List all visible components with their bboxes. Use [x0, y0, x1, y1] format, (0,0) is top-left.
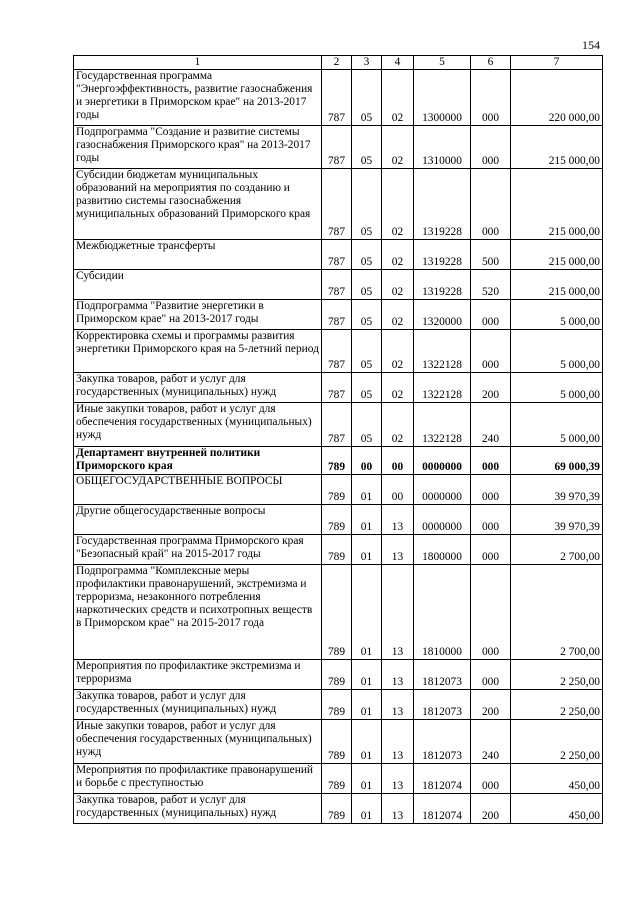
row-subsection-cell: 02 [382, 330, 414, 373]
row-admin-code-cell: 789 [322, 764, 352, 794]
row-amount-cell: 5 000,00 [511, 373, 603, 403]
row-subsection-cell: 02 [382, 270, 414, 300]
row-subsection-cell: 13 [382, 565, 414, 660]
row-section-cell: 05 [352, 70, 382, 126]
row-section-cell: 05 [352, 169, 382, 240]
row-amount-cell: 215 000,00 [511, 169, 603, 240]
row-subsection-cell: 02 [382, 373, 414, 403]
row-target-article-cell: 1810000 [414, 565, 471, 660]
row-section-cell: 01 [352, 475, 382, 505]
table-row [74, 794, 603, 824]
row-target-article-cell: 0000000 [414, 505, 471, 535]
row-subsection-cell: 00 [382, 447, 414, 475]
row-name-cell: Подпрограмма "Комплексные меры профилактики правонарушений, экстремизма и терроризма, незаконного потребления наркотических средств и психотропных веществ в Приморском крае" на 2015-2017 года [74, 565, 322, 660]
row-amount-cell: 39 970,39 [511, 475, 603, 505]
row-target-article-cell: 1319228 [414, 270, 471, 300]
row-expense-type-cell: 000 [471, 505, 511, 535]
row-subsection-cell: 00 [382, 475, 414, 505]
row-expense-type-cell: 000 [471, 535, 511, 565]
row-name-cell: ОБЩЕГОСУДАРСТВЕННЫЕ ВОПРОСЫ [74, 475, 322, 505]
row-expense-type-cell: 240 [471, 403, 511, 447]
header-cell: 2 [322, 56, 352, 70]
row-expense-type-cell: 200 [471, 794, 511, 824]
row-target-article-cell: 1812074 [414, 764, 471, 794]
table-row [74, 373, 603, 403]
row-section-cell: 01 [352, 505, 382, 535]
row-expense-type-cell: 000 [471, 565, 511, 660]
row-admin-code-cell: 787 [322, 403, 352, 447]
header-cell: 7 [511, 56, 603, 70]
row-expense-type-cell: 200 [471, 690, 511, 720]
row-subsection-cell: 13 [382, 690, 414, 720]
table-row [74, 169, 603, 240]
row-expense-type-cell: 000 [471, 169, 511, 240]
row-amount-cell: 5 000,00 [511, 403, 603, 447]
row-amount-cell: 5 000,00 [511, 330, 603, 373]
row-subsection-cell: 13 [382, 535, 414, 565]
row-section-cell: 01 [352, 690, 382, 720]
row-amount-cell: 2 700,00 [511, 535, 603, 565]
row-section-cell: 05 [352, 330, 382, 373]
row-subsection-cell: 02 [382, 300, 414, 330]
row-name-cell: Мероприятия по профилактике правонарушений и борьбе с преступностью [74, 764, 322, 794]
header-cell: 1 [74, 56, 322, 70]
row-subsection-cell: 02 [382, 126, 414, 169]
row-target-article-cell: 1319228 [414, 240, 471, 270]
table-row [74, 660, 603, 690]
table-row [74, 505, 603, 535]
table-row [74, 535, 603, 565]
row-name-cell: Субсидии [74, 270, 322, 300]
row-expense-type-cell: 000 [471, 447, 511, 475]
row-admin-code-cell: 789 [322, 475, 352, 505]
row-section-cell: 05 [352, 270, 382, 300]
row-amount-cell: 2 250,00 [511, 720, 603, 764]
row-admin-code-cell: 787 [322, 126, 352, 169]
row-section-cell: 01 [352, 660, 382, 690]
row-amount-cell: 2 250,00 [511, 660, 603, 690]
header-cell: 3 [352, 56, 382, 70]
row-target-article-cell: 1812074 [414, 794, 471, 824]
row-name-cell: Подпрограмма "Развитие энергетики в Приморском крае" на 2013-2017 годы [74, 300, 322, 330]
row-target-article-cell: 1812073 [414, 690, 471, 720]
row-expense-type-cell: 500 [471, 240, 511, 270]
row-expense-type-cell: 000 [471, 330, 511, 373]
row-amount-cell: 220 000,00 [511, 70, 603, 126]
row-amount-cell: 69 000,39 [511, 447, 603, 475]
table-row [74, 240, 603, 270]
row-amount-cell: 39 970,39 [511, 505, 603, 535]
page-number: 154 [582, 38, 600, 52]
row-target-article-cell: 1322128 [414, 330, 471, 373]
row-admin-code-cell: 787 [322, 169, 352, 240]
row-amount-cell: 2 700,00 [511, 565, 603, 660]
row-admin-code-cell: 787 [322, 270, 352, 300]
row-expense-type-cell: 000 [471, 660, 511, 690]
header-cell: 4 [382, 56, 414, 70]
row-amount-cell: 215 000,00 [511, 126, 603, 169]
row-admin-code-cell: 787 [322, 240, 352, 270]
row-expense-type-cell: 000 [471, 300, 511, 330]
table-row [74, 270, 603, 300]
row-section-cell: 05 [352, 300, 382, 330]
row-name-cell: Иные закупки товаров, работ и услуг для обеспечения государственных (муниципальных) нужд [74, 403, 322, 447]
row-subsection-cell: 13 [382, 720, 414, 764]
row-name-cell: Межбюджетные трансферты [74, 240, 322, 270]
row-section-cell: 01 [352, 764, 382, 794]
row-target-article-cell: 1812073 [414, 720, 471, 764]
row-expense-type-cell: 000 [471, 764, 511, 794]
row-admin-code-cell: 789 [322, 794, 352, 824]
table-row [74, 330, 603, 373]
row-name-cell: Государственная программа Приморского края "Безопасный край" на 2015-2017 годы [74, 535, 322, 565]
row-expense-type-cell: 000 [471, 70, 511, 126]
row-section-cell: 01 [352, 720, 382, 764]
row-name-cell: Закупка товаров, работ и услуг для государственных (муниципальных) нужд [74, 690, 322, 720]
row-expense-type-cell: 000 [471, 126, 511, 169]
row-target-article-cell: 0000000 [414, 475, 471, 505]
table-row [74, 403, 603, 447]
row-subsection-cell: 02 [382, 169, 414, 240]
table-row [74, 690, 603, 720]
row-admin-code-cell: 789 [322, 690, 352, 720]
budget-table [73, 55, 603, 824]
row-target-article-cell: 1300000 [414, 70, 471, 126]
row-amount-cell: 5 000,00 [511, 300, 603, 330]
row-target-article-cell: 1800000 [414, 535, 471, 565]
row-amount-cell: 450,00 [511, 794, 603, 824]
table-row [74, 720, 603, 764]
row-amount-cell: 2 250,00 [511, 690, 603, 720]
row-section-cell: 01 [352, 794, 382, 824]
table-row [74, 475, 603, 505]
row-name-cell: Корректировка схемы и программы развития энергетики Приморского края на 5-летний период [74, 330, 322, 373]
table-row [74, 300, 603, 330]
header-cell: 6 [471, 56, 511, 70]
table-row [74, 565, 603, 660]
row-name-cell: Департамент внутренней политики Приморского края [74, 447, 322, 475]
row-target-article-cell: 1320000 [414, 300, 471, 330]
row-subsection-cell: 02 [382, 403, 414, 447]
row-expense-type-cell: 520 [471, 270, 511, 300]
table-row [74, 447, 603, 475]
row-subsection-cell: 02 [382, 70, 414, 126]
row-section-cell: 05 [352, 240, 382, 270]
row-amount-cell: 215 000,00 [511, 240, 603, 270]
row-expense-type-cell: 000 [471, 475, 511, 505]
row-admin-code-cell: 787 [322, 330, 352, 373]
header-row [74, 56, 603, 70]
row-name-cell: Мероприятия по профилактике экстремизма и терроризма [74, 660, 322, 690]
row-section-cell: 01 [352, 535, 382, 565]
row-admin-code-cell: 787 [322, 70, 352, 126]
row-section-cell: 05 [352, 373, 382, 403]
table-row [74, 764, 603, 794]
row-target-article-cell: 1322128 [414, 403, 471, 447]
row-subsection-cell: 02 [382, 240, 414, 270]
row-admin-code-cell: 789 [322, 565, 352, 660]
row-admin-code-cell: 789 [322, 447, 352, 475]
row-subsection-cell: 13 [382, 660, 414, 690]
row-section-cell: 01 [352, 565, 382, 660]
row-amount-cell: 215 000,00 [511, 270, 603, 300]
row-target-article-cell: 1322128 [414, 373, 471, 403]
row-admin-code-cell: 789 [322, 505, 352, 535]
row-name-cell: Субсидии бюджетам муниципальных образований на мероприятия по созданию и развитию системы газоснабжения муниципальных образований Приморского края [74, 169, 322, 240]
row-admin-code-cell: 787 [322, 373, 352, 403]
row-target-article-cell: 1310000 [414, 126, 471, 169]
row-section-cell: 05 [352, 126, 382, 169]
row-name-cell: Подпрограмма "Создание и развитие системы газоснабжения Приморского края" на 2013-2017 годы [74, 126, 322, 169]
row-admin-code-cell: 789 [322, 660, 352, 690]
row-subsection-cell: 13 [382, 764, 414, 794]
row-name-cell: Закупка товаров, работ и услуг для государственных (муниципальных) нужд [74, 373, 322, 403]
row-subsection-cell: 13 [382, 505, 414, 535]
header-cell: 5 [414, 56, 471, 70]
table-row [74, 70, 603, 126]
row-admin-code-cell: 787 [322, 300, 352, 330]
row-name-cell: Другие общегосударственные вопросы [74, 505, 322, 535]
row-name-cell: Государственная программа "Энергоэффективность, развитие газоснабжения и энергетики в Приморском крае" на 2013-2017 годы [74, 70, 322, 126]
row-section-cell: 05 [352, 403, 382, 447]
table-row [74, 126, 603, 169]
row-section-cell: 00 [352, 447, 382, 475]
row-expense-type-cell: 240 [471, 720, 511, 764]
row-name-cell: Иные закупки товаров, работ и услуг для обеспечения государственных (муниципальных) нужд [74, 720, 322, 764]
row-admin-code-cell: 789 [322, 720, 352, 764]
row-subsection-cell: 13 [382, 794, 414, 824]
row-expense-type-cell: 200 [471, 373, 511, 403]
row-admin-code-cell: 789 [322, 535, 352, 565]
row-target-article-cell: 0000000 [414, 447, 471, 475]
row-target-article-cell: 1319228 [414, 169, 471, 240]
row-amount-cell: 450,00 [511, 764, 603, 794]
row-name-cell: Закупка товаров, работ и услуг для государственных (муниципальных) нужд [74, 794, 322, 824]
row-target-article-cell: 1812073 [414, 660, 471, 690]
